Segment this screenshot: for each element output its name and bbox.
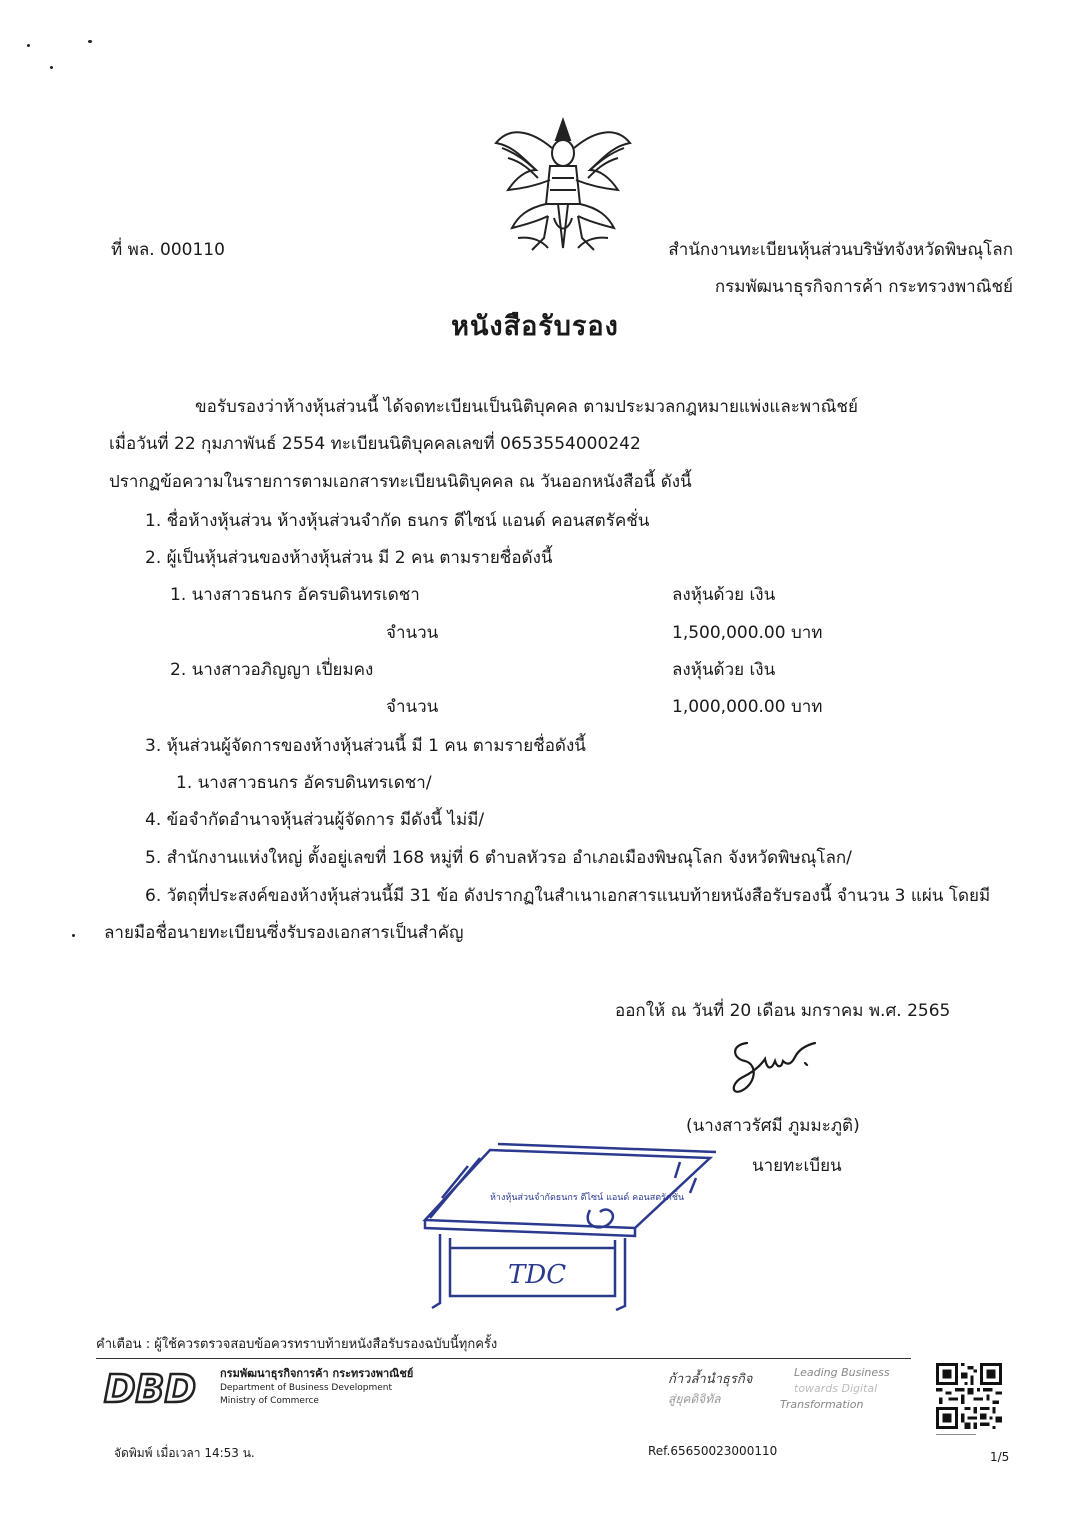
issue-date: ออกให้ ณ วันที่ 20 เดือน มกราคม พ.ศ. 2565 [615,1001,951,1021]
reference-number: ที่ พล. 000110 [111,240,225,260]
partner-amount: 1,000,000.00 บาท [672,697,823,717]
ministry-name-english: Ministry of Commerce [220,1396,319,1406]
scan-speck [50,66,53,69]
print-time: จัดพิมพ์ เมื่อเวลา 14:53 น. [114,1446,255,1460]
slogan-thai-1: ก้าวล้ำนำธุรกิจ [668,1372,753,1387]
item-6-objectives-cont: ลายมือชื่อนายทะเบียนซึ่งรับรองเอกสารเป็นสำคัญ [104,923,464,943]
item-5-head-office: 5. สำนักงานแห่งใหญ่ ตั้งอยู่เลขที่ 168 หมู่ที่ 6 ตำบลหัวรอ อำเภอเมืองพิษณุโลก จังหวัดพิษณุโลก/ [145,848,852,868]
intro-line-1: ขอรับรองว่าห้างหุ้นส่วนนี้ ได้จดทะเบียนเป็นนิติบุคคล ตามประมวลกฎหมายแพ่งและพาณิชย์ [195,397,858,417]
partner-name: 1. นางสาวธนกร อัครบดินทรเดชา [170,585,420,605]
qr-code[interactable] [936,1363,1002,1429]
slogan-english-2: towards Digital [794,1382,878,1395]
partner-investment-type: ลงหุ้นด้วย เงิน [672,660,776,680]
dbd-logo [102,1364,210,1408]
org-name-thai: กรมพัฒนาธุรกิจการค้า กระทรวงพาณิชย์ [220,1367,414,1380]
slogan-thai-2: สู่ยุคดิจิทัล [668,1392,721,1406]
intro-line-2: เมื่อวันที่ 22 กุมภาพันธ์ 2554 ทะเบียนนิติบุคคลเลขที่ 0653554000242 [109,434,641,454]
item-6-objectives: 6. วัตถุที่ประสงค์ของห้างหุ้นส่วนนี้มี 31 ข้อ ดังปรากฏในสำเนาเอกสารแนบท้ายหนังสือรับรองนี้ จำนวน 3 แผ่น โดยมี [145,886,991,906]
amount-label: จำนวน [386,623,439,643]
registrar-name: (นางสาวรัศมี ภูมมะภูติ) [686,1116,860,1136]
company-stamp [420,1138,720,1318]
partner-investment-type: ลงหุ้นด้วย เงิน [672,585,776,605]
managing-partner-name: 1. นางสาวธนกร อัครบดินทรเดชา/ [176,773,432,793]
department-name: กรมพัฒนาธุรกิจการค้า กระทรวงพาณิชย์ [714,277,1013,297]
scan-speck [88,40,92,43]
warning-note: คำเตือน : ผู้ใช้ควรตรวจสอบข้อควรทราบท้ายหนังสือรับรองฉบับนี้ทุกครั้ง [96,1337,498,1352]
intro-line-3: ปรากฏข้อความในรายการตามเอกสารทะเบียนนิติบุคคล ณ วันออกหนังสือนี้ ดังนี้ [109,472,692,492]
stamp-company-name: ห้างหุ้นส่วนจำกัดธนกร ดีไซน์ แอนด์ คอนสตรัคชั่น [490,1193,685,1203]
item-1-partnership-name: 1. ชื่อห้างหุ้นส่วน ห้างหุ้นส่วนจำกัด ธนกร ดีไซน์ แอนด์ คอนสตรัคชั่น [145,511,650,531]
item-3-managing-partner: 3. หุ้นส่วนผู้จัดการของห้างหุ้นส่วนนี้ มี 1 คน ตามรายชื่อดังนี้ [145,736,586,756]
page-title: หนังสือรับรอง [451,311,619,342]
stamp-logo-text: TDC [508,1260,567,1290]
footer-divider [96,1358,911,1359]
garuda-emblem [488,108,638,258]
qr-underline [936,1434,976,1435]
document-reference: Ref.65650023000110 [648,1444,778,1458]
page-number: 1/5 [990,1450,1010,1464]
item-2-partners: 2. ผู้เป็นหุ้นส่วนของห้างหุ้นส่วน มี 2 คน ตามรายชื่อดังนี้ [145,548,553,568]
item-4-authority-limits: 4. ข้อจำกัดอำนาจหุ้นส่วนผู้จัดการ มีดังนี้ ไม่มี/ [145,810,485,830]
scan-speck [27,44,30,47]
svg-text:DBD: DBD [104,1367,197,1408]
registrar-title: นายทะเบียน [752,1156,842,1176]
slogan-english-1: Leading Business [794,1366,890,1379]
slogan-english-3: Transformation [780,1398,864,1411]
registrar-signature [725,1035,825,1100]
partner-name: 2. นางสาวอภิญญา เปี่ยมคง [170,660,374,680]
partner-amount: 1,500,000.00 บาท [672,623,823,643]
org-name-english: Department of Business Development [220,1383,392,1393]
scan-speck [72,934,75,937]
office-name: สำนักงานทะเบียนหุ้นส่วนบริษัทจังหวัดพิษณุโลก [668,240,1013,260]
amount-label: จำนวน [386,697,439,717]
